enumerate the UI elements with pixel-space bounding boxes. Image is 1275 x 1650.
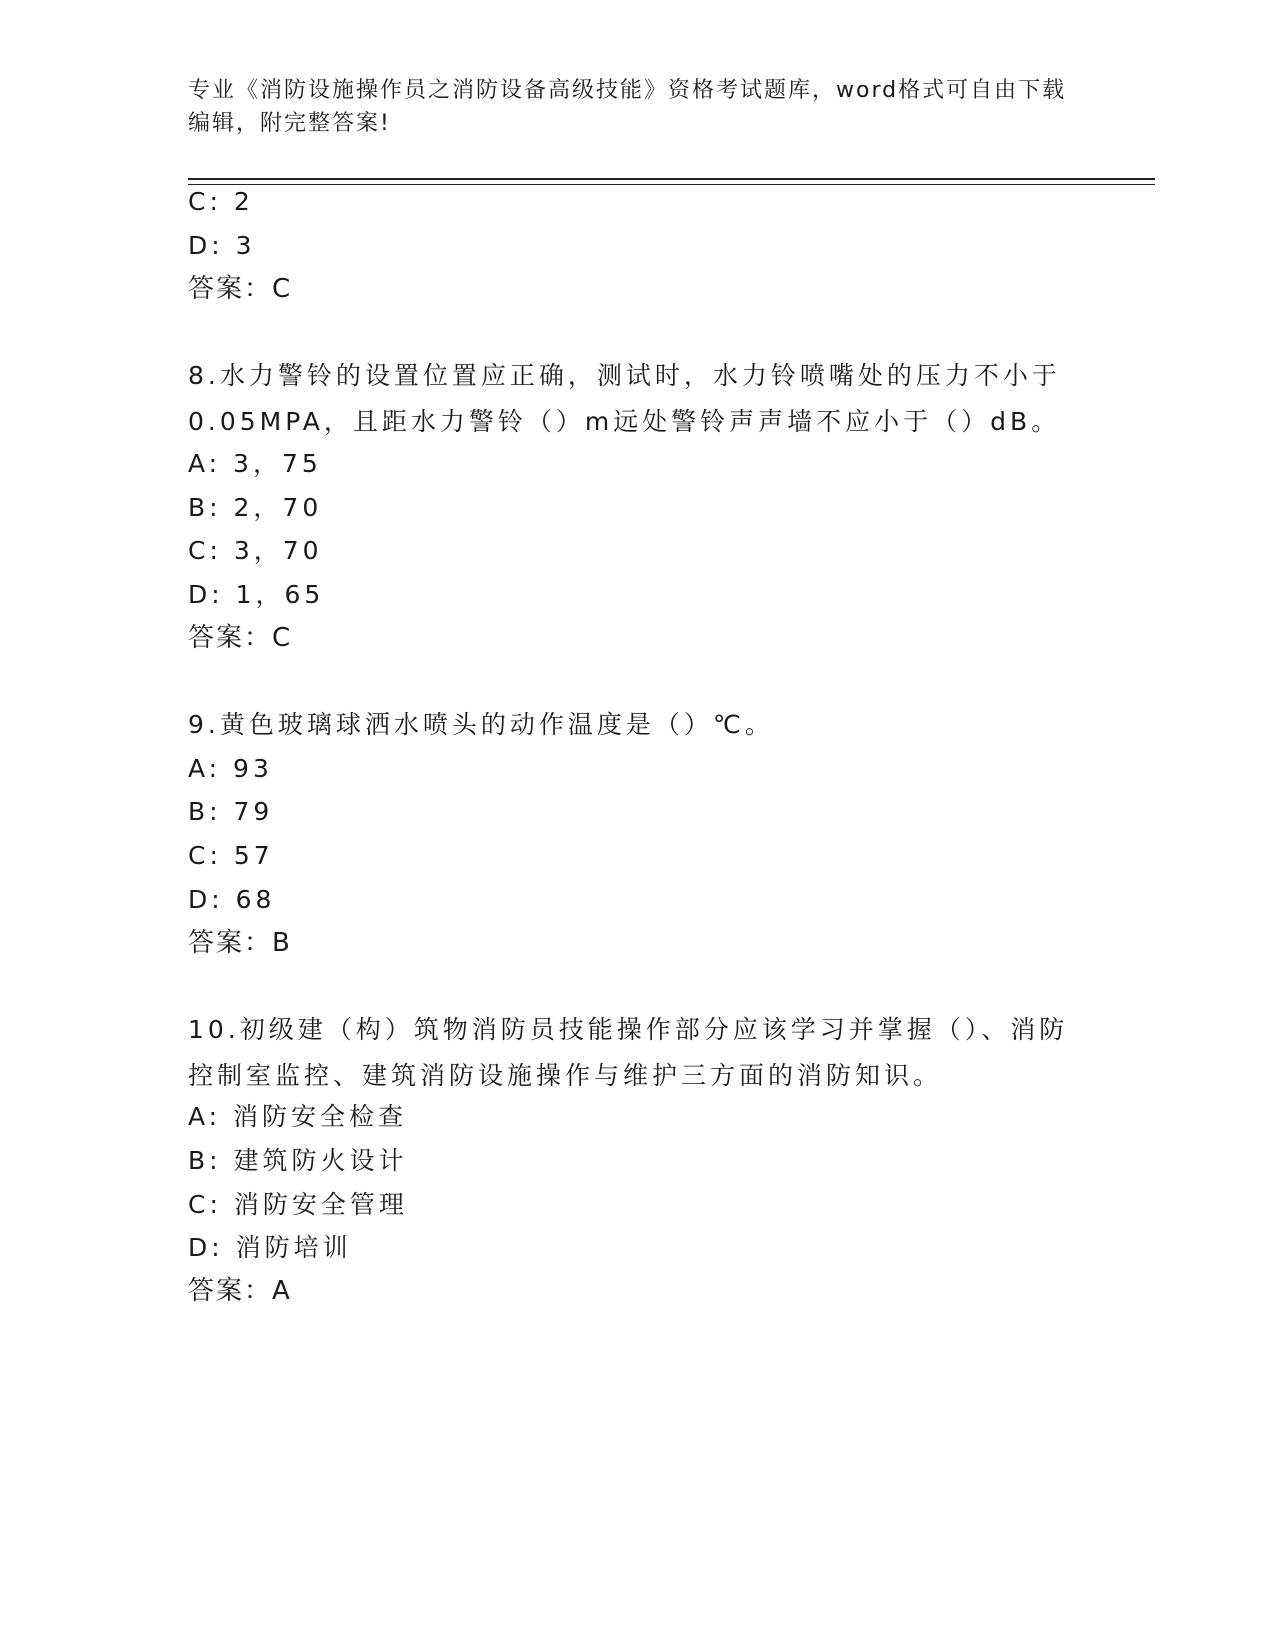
header-divider-thin bbox=[188, 184, 1155, 185]
question-10-option-a: A: 消防安全检查 bbox=[188, 1102, 408, 1131]
question-8-option-a: A: 3，75 bbox=[188, 449, 322, 478]
question-10-answer: 答案：A bbox=[188, 1276, 292, 1306]
question-9-option-a: A: 93 bbox=[188, 754, 273, 783]
page-header: 专业《消防设施操作员之消防设备高级技能》资格考试题库，word格式可自由下载编辑，附完整答案! bbox=[188, 78, 1067, 136]
question-9-stem: 9.黄色玻璃球洒水喷头的动作温度是（）℃。 bbox=[188, 710, 774, 739]
prev-answer: 答案：C bbox=[188, 274, 293, 304]
question-9-option-c: C: 57 bbox=[188, 841, 274, 870]
question-10-option-b: B: 建筑防火设计 bbox=[188, 1146, 408, 1175]
question-8-stem: 8.水力警铃的设置位置应正确，测试时，水力铃喷嘴处的压力不小于0.05MPA，且距水力警铃（）m远处警铃声声墙不应小于（）dB。 bbox=[188, 361, 1061, 436]
question-9-answer: 答案：B bbox=[188, 928, 292, 958]
prev-option-c: C: 2 bbox=[188, 187, 254, 216]
question-8-option-c: C: 3，70 bbox=[188, 536, 323, 565]
question-8-option-b: B: 2，70 bbox=[188, 493, 323, 522]
header-divider-thick bbox=[188, 178, 1155, 180]
question-10-stem: 10.初级建（构）筑物消防员技能操作部分应该学习并掌握（）、消防控制室监控、建筑消防设施操作与维护三方面的消防知识。 bbox=[188, 1015, 1069, 1090]
question-9-option-b: B: 79 bbox=[188, 797, 274, 826]
question-8-option-d: D: 1，65 bbox=[188, 580, 325, 609]
question-9-option-d: D: 68 bbox=[188, 885, 276, 914]
prev-option-d: D: 3 bbox=[188, 231, 256, 260]
question-10-option-d: D: 消防培训 bbox=[188, 1233, 352, 1262]
question-8-answer: 答案：C bbox=[188, 623, 293, 653]
question-10-option-c: C: 消防安全管理 bbox=[188, 1190, 408, 1219]
